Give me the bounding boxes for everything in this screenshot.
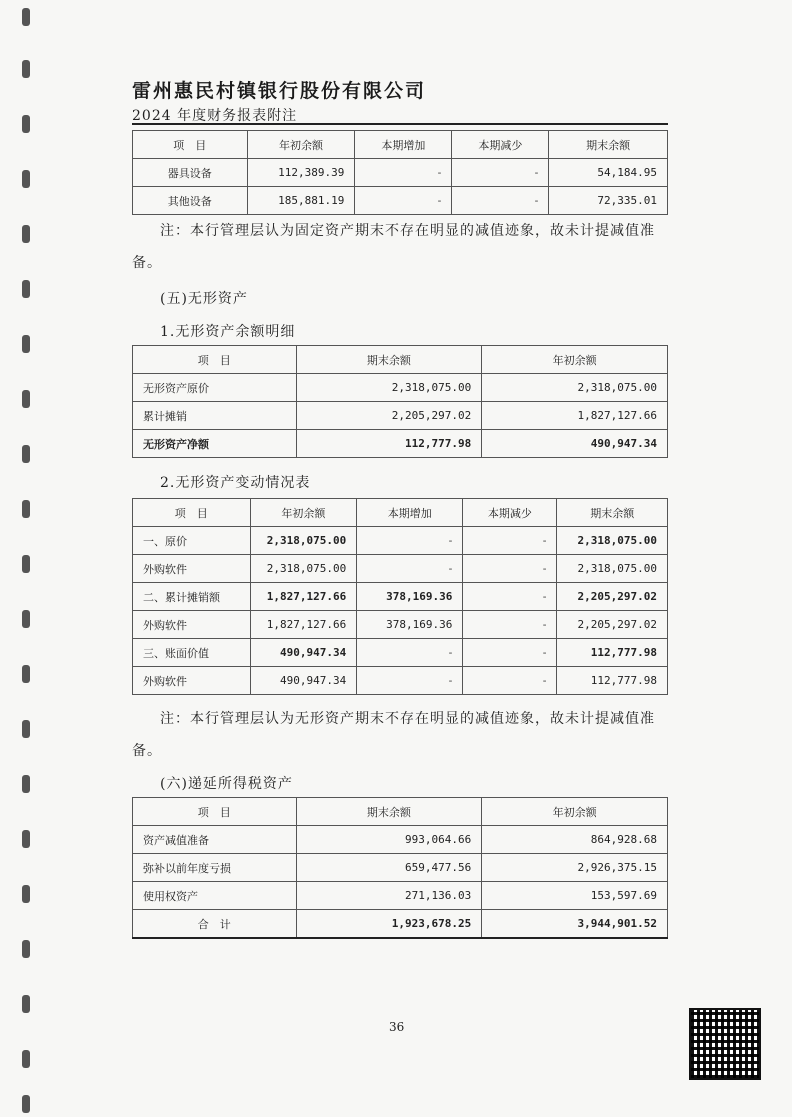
intangible-changes-table bbox=[132, 498, 668, 695]
col-header: 本期减少 bbox=[452, 131, 549, 159]
qr-code-icon bbox=[689, 1008, 761, 1080]
table-header-row bbox=[133, 499, 668, 527]
table-cell: 112,777.98 bbox=[296, 430, 482, 458]
table-cell: 72,335.01 bbox=[549, 187, 668, 215]
table-cell: - bbox=[463, 555, 557, 583]
table-cell: 1,923,678.25 bbox=[296, 910, 482, 939]
table-cell: 外购软件 bbox=[133, 555, 251, 583]
deferred-tax-table bbox=[132, 797, 668, 939]
table-cell: 器具设备 bbox=[133, 159, 248, 187]
table-row bbox=[133, 402, 668, 430]
table-cell: - bbox=[452, 159, 549, 187]
table-cell: 外购软件 bbox=[133, 667, 251, 695]
table-cell: 185,881.19 bbox=[247, 187, 355, 215]
table-cell: 2,926,375.15 bbox=[482, 854, 668, 882]
col-header: 本期增加 bbox=[357, 499, 463, 527]
table-row bbox=[133, 430, 668, 458]
table-cell: 378,169.36 bbox=[357, 611, 463, 639]
company-title: 雷州惠民村镇银行股份有限公司 bbox=[132, 80, 427, 102]
table-cell: 累计摊销 bbox=[133, 402, 297, 430]
subsection-balance-heading: 1.无形资产余额明细 bbox=[160, 324, 296, 340]
table-cell: 弥补以前年度亏损 bbox=[133, 854, 297, 882]
col-header: 项 目 bbox=[133, 131, 248, 159]
subsection-changes-heading: 2.无形资产变动情况表 bbox=[160, 475, 311, 491]
table-row bbox=[133, 854, 668, 882]
table-cell: - bbox=[357, 667, 463, 695]
table-cell: 112,777.98 bbox=[557, 667, 668, 695]
col-header: 本期增加 bbox=[355, 131, 452, 159]
fixed-assets-table bbox=[132, 130, 668, 215]
table-row bbox=[133, 527, 668, 555]
table-cell: 二、累计摊销额 bbox=[133, 583, 251, 611]
col-header: 期末余额 bbox=[296, 346, 482, 374]
table-cell: - bbox=[463, 667, 557, 695]
table-cell: 2,205,297.02 bbox=[557, 583, 668, 611]
col-header: 年初余额 bbox=[482, 346, 668, 374]
col-header: 本期减少 bbox=[463, 499, 557, 527]
table-cell: 112,389.39 bbox=[247, 159, 355, 187]
table-cell: 无形资产净额 bbox=[133, 430, 297, 458]
section-deferred-tax-heading: (六)递延所得税资产 bbox=[160, 776, 293, 792]
table-cell: 490,947.34 bbox=[250, 639, 357, 667]
table-row bbox=[133, 611, 668, 639]
table-cell: 一、原价 bbox=[133, 527, 251, 555]
table-cell: 2,318,075.00 bbox=[557, 555, 668, 583]
col-header: 期末余额 bbox=[557, 499, 668, 527]
section-intangible-heading: (五)无形资产 bbox=[160, 291, 248, 307]
table-cell: 无形资产原价 bbox=[133, 374, 297, 402]
table-cell: 2,318,075.00 bbox=[482, 374, 668, 402]
table-row bbox=[133, 826, 668, 854]
table-cell: - bbox=[463, 527, 557, 555]
table-cell: - bbox=[463, 583, 557, 611]
col-header: 年初余额 bbox=[250, 499, 357, 527]
table-cell: 659,477.56 bbox=[296, 854, 482, 882]
table-cell: - bbox=[452, 187, 549, 215]
table-cell: 外购软件 bbox=[133, 611, 251, 639]
table-cell: 合 计 bbox=[133, 910, 297, 939]
table-cell: 2,318,075.00 bbox=[250, 527, 357, 555]
table-row bbox=[133, 159, 668, 187]
table-cell: - bbox=[357, 639, 463, 667]
table-cell: 使用权资产 bbox=[133, 882, 297, 910]
table-cell: 864,928.68 bbox=[482, 826, 668, 854]
table-row bbox=[133, 583, 668, 611]
table-row bbox=[133, 639, 668, 667]
table-cell: 153,597.69 bbox=[482, 882, 668, 910]
col-header: 期末余额 bbox=[296, 798, 482, 826]
note-intangible-assets: 注：本行管理层认为无形资产期末不存在明显的减值迹象，故未计提减值准备。 bbox=[132, 711, 655, 759]
table-cell: - bbox=[357, 555, 463, 583]
table-cell: 2,318,075.00 bbox=[557, 527, 668, 555]
table-cell: 1,827,127.66 bbox=[482, 402, 668, 430]
table-cell: 资产减值准备 bbox=[133, 826, 297, 854]
table-row bbox=[133, 555, 668, 583]
table-row bbox=[133, 667, 668, 695]
table-cell: - bbox=[355, 159, 452, 187]
table-cell: 其他设备 bbox=[133, 187, 248, 215]
table-row bbox=[133, 910, 668, 939]
table-cell: 378,169.36 bbox=[357, 583, 463, 611]
table-header-row bbox=[133, 798, 668, 826]
col-header: 项 目 bbox=[133, 346, 297, 374]
table-cell: 1,827,127.66 bbox=[250, 583, 357, 611]
page-number: 36 bbox=[389, 1020, 405, 1034]
table-cell: 54,184.95 bbox=[549, 159, 668, 187]
table-cell: 490,947.34 bbox=[250, 667, 357, 695]
header-divider bbox=[132, 123, 668, 125]
table-header-row bbox=[133, 131, 668, 159]
table-row bbox=[133, 374, 668, 402]
table-cell: - bbox=[463, 611, 557, 639]
table-cell: 2,205,297.02 bbox=[296, 402, 482, 430]
table-cell: 2,205,297.02 bbox=[557, 611, 668, 639]
col-header: 项 目 bbox=[133, 798, 297, 826]
note-fixed-assets: 注：本行管理层认为固定资产期末不存在明显的减值迹象，故未计提减值准备。 bbox=[132, 223, 655, 271]
table-cell: 3,944,901.52 bbox=[482, 910, 668, 939]
table-cell: 2,318,075.00 bbox=[296, 374, 482, 402]
report-subtitle: 2024 年度财务报表附注 bbox=[132, 108, 298, 124]
col-header: 年初余额 bbox=[247, 131, 355, 159]
table-cell: 993,064.66 bbox=[296, 826, 482, 854]
table-cell: - bbox=[355, 187, 452, 215]
table-cell: 112,777.98 bbox=[557, 639, 668, 667]
col-header: 项 目 bbox=[133, 499, 251, 527]
col-header: 期末余额 bbox=[549, 131, 668, 159]
table-cell: 271,136.03 bbox=[296, 882, 482, 910]
table-cell: - bbox=[357, 527, 463, 555]
intangible-balance-table bbox=[132, 345, 668, 458]
table-cell: 三、账面价值 bbox=[133, 639, 251, 667]
col-header: 年初余额 bbox=[482, 798, 668, 826]
table-row bbox=[133, 187, 668, 215]
table-cell: 2,318,075.00 bbox=[250, 555, 357, 583]
table-cell: 1,827,127.66 bbox=[250, 611, 357, 639]
table-row bbox=[133, 882, 668, 910]
table-header-row bbox=[133, 346, 668, 374]
table-cell: - bbox=[463, 639, 557, 667]
table-cell: 490,947.34 bbox=[482, 430, 668, 458]
